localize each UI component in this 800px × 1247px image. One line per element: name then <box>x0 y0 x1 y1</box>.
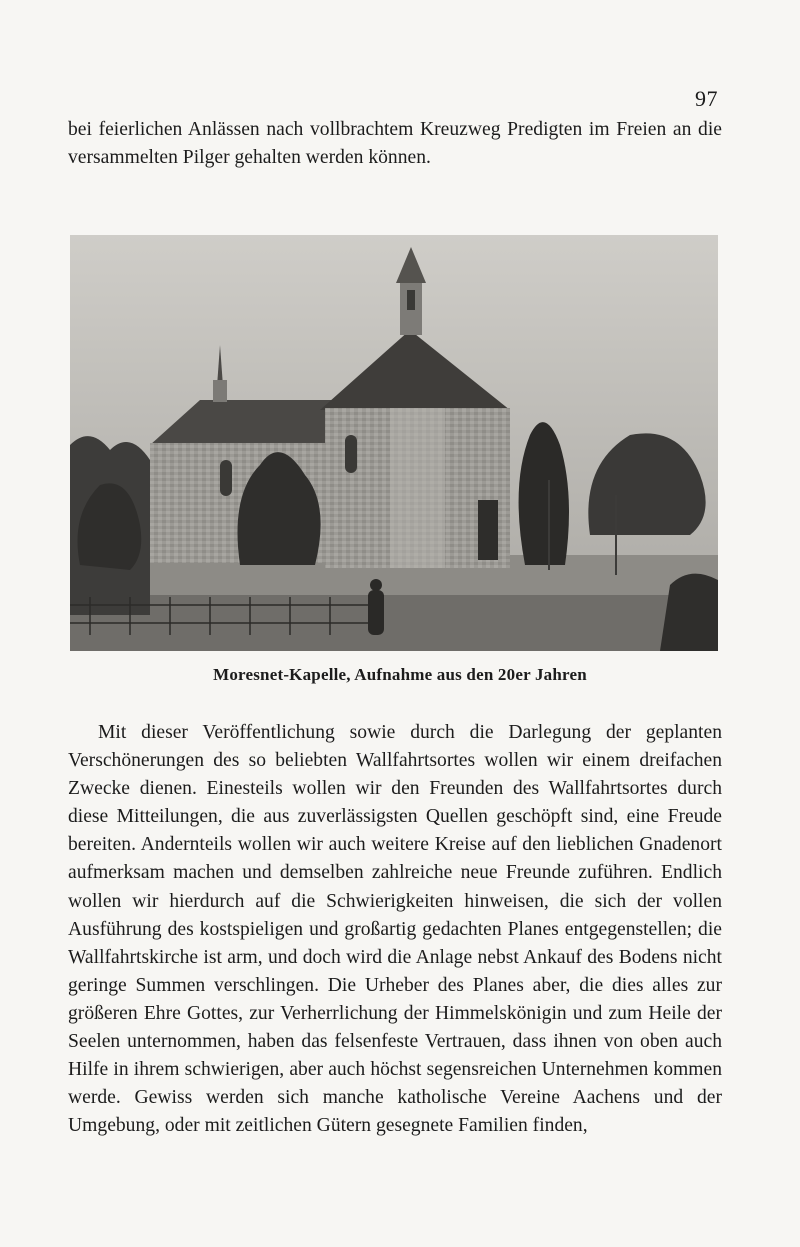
chapel-photo <box>70 235 718 651</box>
intro-paragraph: bei feierlichen Anlässen nach vollbrachtem Kreuzweg Predigten im Freien an die versammelten Pilger gehalten werden können. <box>68 119 722 169</box>
page-number: 97 <box>695 86 718 111</box>
photo-caption: Moresnet-Kapelle, Aufnahme aus den 20er Jahren <box>213 665 587 684</box>
main-paragraph: Mit dieser Veröffentlichung sowie durch die Darlegung der geplanten Verschönerungen des so beliebten Wallfahrtsortes wollen wir einem dreifachen Zwecke dienen. Einesteils wollen wir den Freunden des Wallfahrtsortes durch diese Mitteilungen, die aus zuverlässigsten Quellen geschöpft sind, eine Freude bereiten. Andernteils wollen wir auch weitere Kreise auf den lieblichen Gnadenort aufmerksam machen und demselben zahlreiche neue Freunde zuführen. Endlich wollen wir hierdurch auf die Schwierigkeiten hinweisen, die sich der vollen Ausführung des kostspieligen und großartig gedachten Planes entgegenstellen; die Wallfahrtskirche ist arm, und doch wird die Anlage nebst Ankauf des Bodens nicht geringe Summen verschlingen. Die Urheber des Planes aber, die dies alles zur größeren Ehre Gottes, zur Verherrlichung der Himmelskönigin und zum Heile der Seelen unternommen, haben das felsenfeste Vertrauen, dass ihnen von oben auch Hilfe in ihrem schwierigen, aber auch höchst segensreichen Unternehmen kommen werde. Gewiss werden sich manche katholische Vereine Aachens und der Umgebung, oder mit zeitlichen Gütern gesegnete Familien finden, <box>68 722 722 1137</box>
